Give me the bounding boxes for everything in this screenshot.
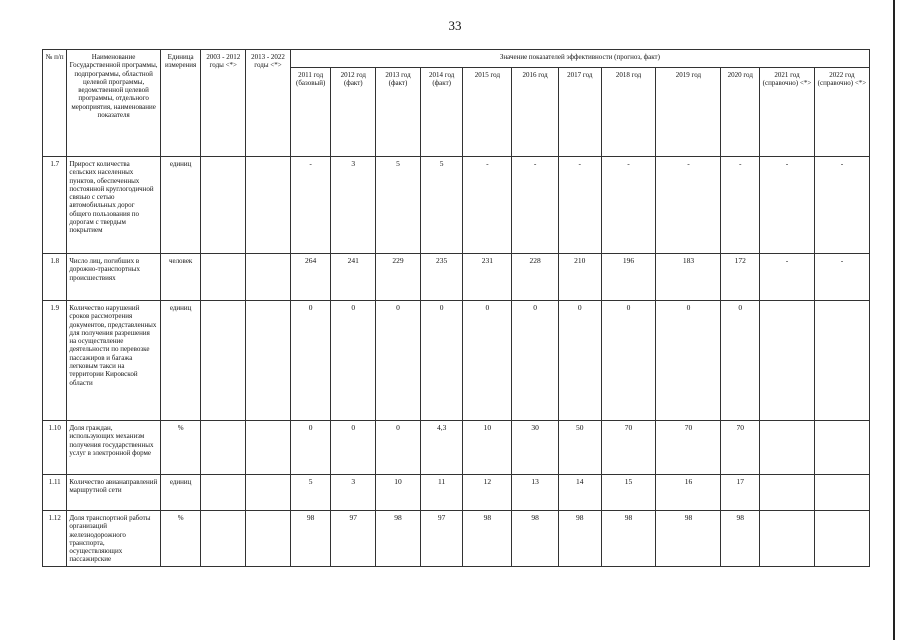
- header-year: 2021 год (справочно) <*>: [760, 68, 815, 157]
- row-2013: [246, 475, 291, 511]
- row-value: 172: [721, 254, 760, 301]
- row-value: -: [601, 157, 656, 254]
- row-value: 0: [512, 301, 559, 421]
- header-year: 2012 год (факт): [331, 68, 376, 157]
- row-value: 0: [290, 301, 331, 421]
- row-value: [760, 421, 815, 475]
- row-value: -: [558, 157, 601, 254]
- row-value: [814, 475, 869, 511]
- row-value: 98: [290, 511, 331, 567]
- row-value: 11: [420, 475, 463, 511]
- row-value: 17: [721, 475, 760, 511]
- row-value: 10: [463, 421, 512, 475]
- page-number: 33: [448, 18, 462, 33]
- row-value: 235: [420, 254, 463, 301]
- row-num: 1.7: [43, 157, 67, 254]
- row-value: 98: [463, 511, 512, 567]
- row-value: 0: [376, 301, 421, 421]
- row-2013: [246, 254, 291, 301]
- row-value: 3: [331, 157, 376, 254]
- row-value: -: [463, 157, 512, 254]
- row-2003: [201, 475, 246, 511]
- table-row: [43, 421, 870, 475]
- row-value: 14: [558, 475, 601, 511]
- row-name: Количество авианаправлений маршрутной сети: [67, 475, 160, 511]
- header-year: 2013 год (факт): [376, 68, 421, 157]
- row-value: 231: [463, 254, 512, 301]
- header-name: Наименование Государственной программы, подпрограммы, областной целевой программы, ведомственной целевой программы, отдельного мероприятия, наименование показателя: [67, 50, 160, 157]
- row-value: [814, 511, 869, 567]
- row-num: 1.8: [43, 254, 67, 301]
- row-value: 0: [463, 301, 512, 421]
- row-value: 98: [656, 511, 721, 567]
- row-value: [814, 421, 869, 475]
- row-unit: %: [160, 421, 201, 475]
- row-value: 5: [376, 157, 421, 254]
- row-value: 241: [331, 254, 376, 301]
- row-value: 196: [601, 254, 656, 301]
- row-value: 0: [290, 421, 331, 475]
- row-value: 210: [558, 254, 601, 301]
- row-value: 0: [558, 301, 601, 421]
- row-value: 0: [656, 301, 721, 421]
- row-name: Доля граждан, использующих механизм получения государственных услуг в электронной форме: [67, 421, 160, 475]
- row-value: 5: [420, 157, 463, 254]
- row-value: 98: [512, 511, 559, 567]
- row-value: 0: [420, 301, 463, 421]
- row-num: 1.10: [43, 421, 67, 475]
- row-value: 228: [512, 254, 559, 301]
- row-value: -: [814, 157, 869, 254]
- table-row: [43, 511, 870, 567]
- row-unit: человек: [160, 254, 201, 301]
- row-value: -: [814, 254, 869, 301]
- row-value: [760, 511, 815, 567]
- row-value: 229: [376, 254, 421, 301]
- row-2003: [201, 421, 246, 475]
- row-value: -: [512, 157, 559, 254]
- row-value: 4,3: [420, 421, 463, 475]
- row-value: [814, 301, 869, 421]
- row-value: 98: [558, 511, 601, 567]
- row-unit: единиц: [160, 475, 201, 511]
- row-value: 12: [463, 475, 512, 511]
- row-num: 1.11: [43, 475, 67, 511]
- header-2013: 2013 - 2022 годы <*>: [246, 50, 291, 157]
- row-value: -: [760, 157, 815, 254]
- row-value: 183: [656, 254, 721, 301]
- row-value: 98: [376, 511, 421, 567]
- row-name: Доля транспортной работы организаций железнодорожного транспорта, осуществляющих пассажирские: [67, 511, 160, 567]
- row-value: 97: [331, 511, 376, 567]
- header-year: 2019 год: [656, 68, 721, 157]
- row-2003: [201, 157, 246, 254]
- row-value: -: [760, 254, 815, 301]
- table-row: [43, 301, 870, 421]
- row-name: Прирост количества сельских населенных пунктов, обеспеченных постоянной круглогодичной связью с сетью автомобильных дорог общего пользования по дорогам с твердым покрытием: [67, 157, 160, 254]
- row-value: 15: [601, 475, 656, 511]
- indicators-table: [42, 49, 870, 567]
- row-value: [760, 475, 815, 511]
- row-value: -: [656, 157, 721, 254]
- row-value: 10: [376, 475, 421, 511]
- row-value: 16: [656, 475, 721, 511]
- header-year: 2016 год: [512, 68, 559, 157]
- row-name: Число лиц, погибших в дорожно-транспортных происшествиях: [67, 254, 160, 301]
- row-value: [760, 301, 815, 421]
- table-row: [43, 475, 870, 511]
- header-year: 2011 год (базовый): [290, 68, 331, 157]
- row-num: 1.12: [43, 511, 67, 567]
- row-value: 70: [656, 421, 721, 475]
- row-value: 70: [721, 421, 760, 475]
- row-value: 98: [721, 511, 760, 567]
- row-value: 5: [290, 475, 331, 511]
- row-2003: [201, 301, 246, 421]
- row-name: Количество нарушений сроков рассмотрения документов, представленных для получения разрешения на осуществление деятельности по перевозке пассажиров и багажа легковым такси на территории Кировской области: [67, 301, 160, 421]
- header-year: 2022 год (справочно) <*>: [814, 68, 869, 157]
- page-edge-line: [893, 0, 895, 640]
- row-2013: [246, 301, 291, 421]
- row-value: 264: [290, 254, 331, 301]
- header-year: 2015 год: [463, 68, 512, 157]
- row-value: -: [721, 157, 760, 254]
- header-2003: 2003 - 2012 годы <*>: [201, 50, 246, 157]
- row-value: 0: [376, 421, 421, 475]
- row-2013: [246, 421, 291, 475]
- row-value: 97: [420, 511, 463, 567]
- header-group: Значение показателей эффективности (прогноз, факт): [290, 50, 869, 68]
- row-unit: единиц: [160, 157, 201, 254]
- header-year: 2014 год (факт): [420, 68, 463, 157]
- table-row: [43, 254, 870, 301]
- row-unit: %: [160, 511, 201, 567]
- row-2013: [246, 157, 291, 254]
- header-year: 2017 год: [558, 68, 601, 157]
- header-year: 2018 год: [601, 68, 656, 157]
- row-2013: [246, 511, 291, 567]
- row-num: 1.9: [43, 301, 67, 421]
- row-value: 0: [331, 301, 376, 421]
- row-value: 30: [512, 421, 559, 475]
- header-unit: Единица измерения: [160, 50, 201, 157]
- row-value: -: [290, 157, 331, 254]
- row-value: 98: [601, 511, 656, 567]
- table-row: [43, 157, 870, 254]
- row-unit: единиц: [160, 301, 201, 421]
- row-value: 0: [601, 301, 656, 421]
- row-2003: [201, 511, 246, 567]
- header-num: № п/п: [43, 50, 67, 157]
- row-value: 70: [601, 421, 656, 475]
- row-value: 13: [512, 475, 559, 511]
- row-value: 0: [721, 301, 760, 421]
- row-value: 3: [331, 475, 376, 511]
- row-value: 0: [331, 421, 376, 475]
- row-2003: [201, 254, 246, 301]
- row-value: 50: [558, 421, 601, 475]
- header-year: 2020 год: [721, 68, 760, 157]
